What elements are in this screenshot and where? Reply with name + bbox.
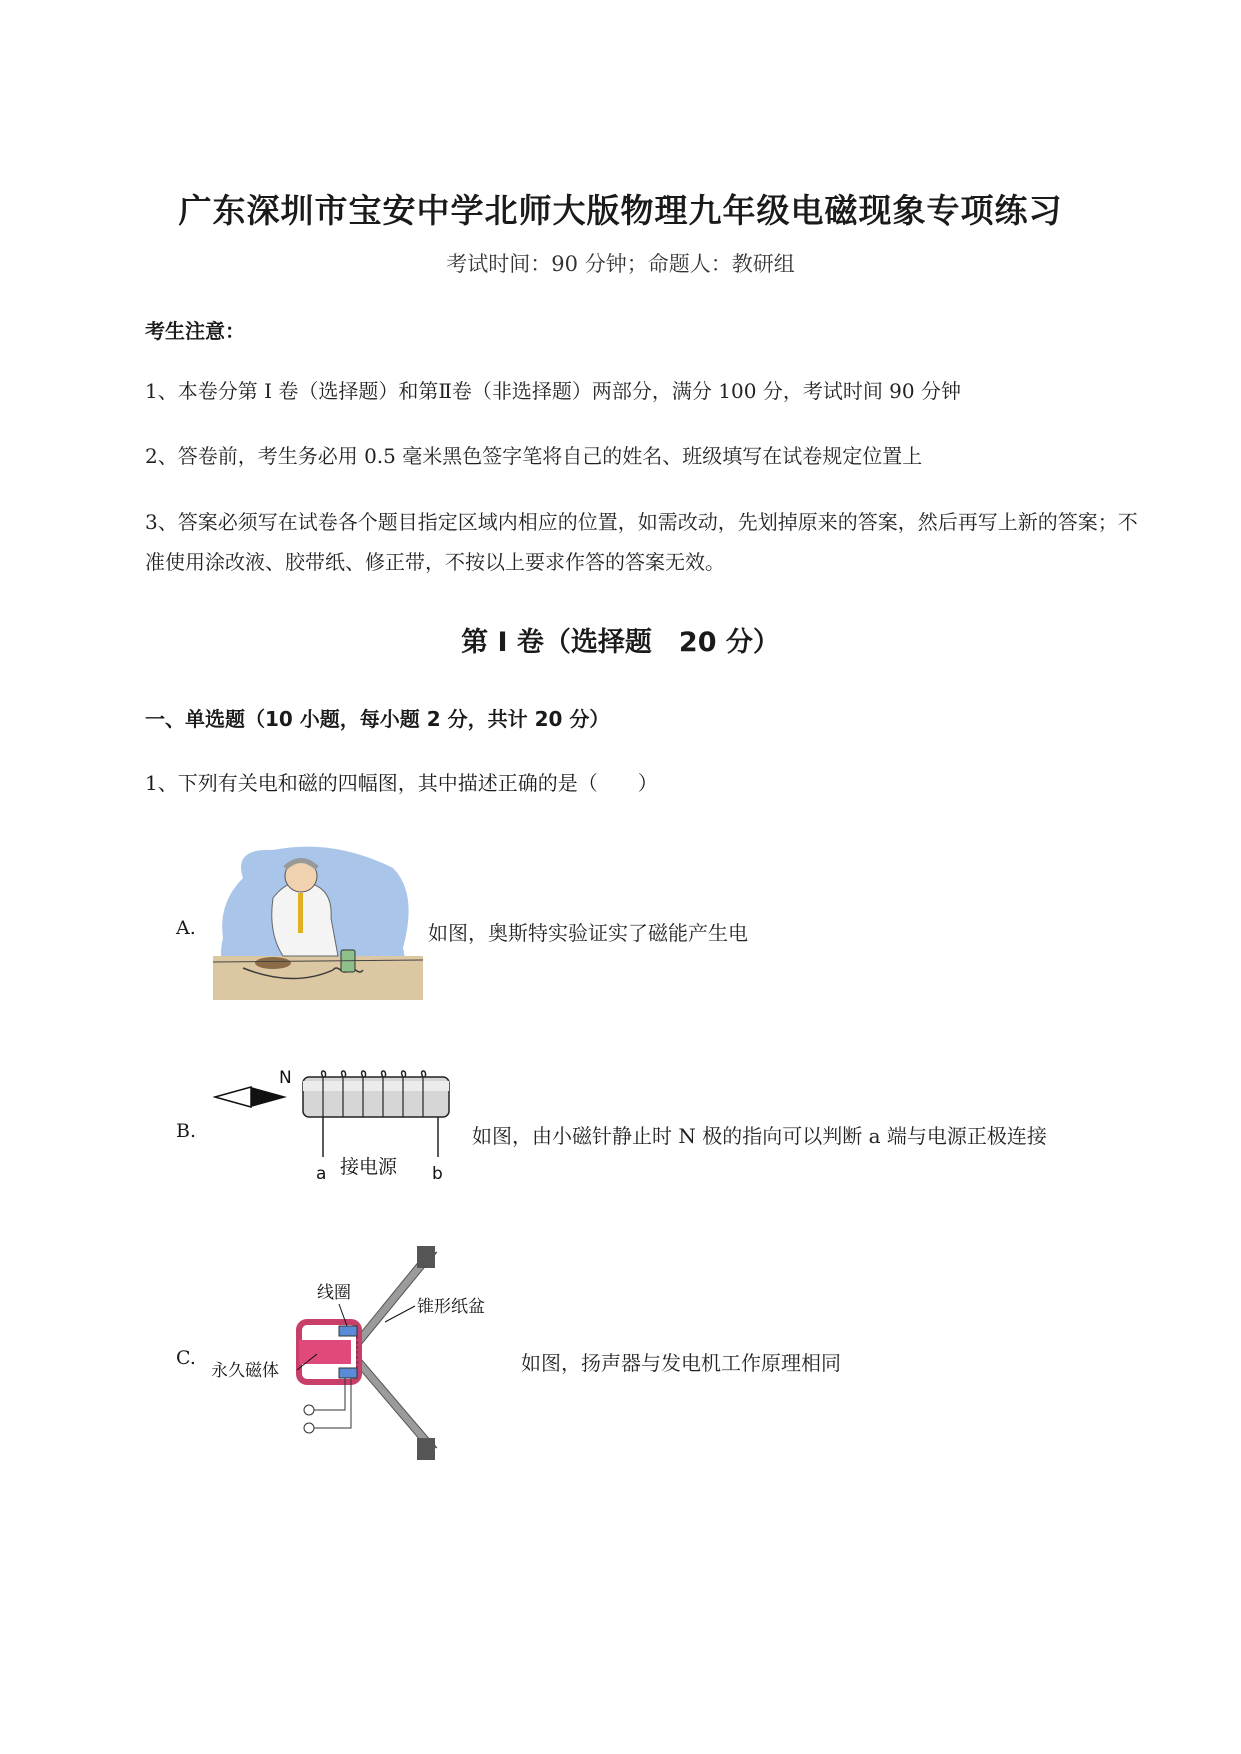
option-c-letter: C.	[176, 1347, 196, 1369]
notice-item-2: 2、答卷前，考生务必用 0.5 毫米黑色签字笔将自己的姓名、班级填写在试卷规定位置上	[145, 444, 923, 468]
part-heading: 一、单选题（10 小题，每小题 2 分，共计 20 分）	[145, 707, 610, 731]
coil-label: 线圈	[317, 1283, 351, 1303]
oersted-experiment-illustration	[213, 838, 423, 1000]
notice-item-3: 3、答案必须写在试卷各个题目指定区域内相应的位置，如需改动，先划掉原来的答案，然后再写上新的答案；不准使用涂改液、胶带纸、修正带，不按以上要求作答的答案无效。	[145, 510, 1138, 574]
notice-heading: 考生注意：	[145, 319, 245, 343]
option-b-letter: B.	[176, 1120, 197, 1142]
exam-info: 考试时间：90 分钟；命题人：教研组	[446, 252, 795, 276]
power-source-label: 接电源	[340, 1156, 398, 1178]
notice-item-1: 1、本卷分第 I 卷（选择题）和第Ⅱ卷（非选择题）两部分，满分 100 分，考试时间 90 分钟	[145, 379, 961, 403]
page-title: 广东深圳市宝安中学北师大版物理九年级电磁现象专项练习	[178, 191, 1063, 230]
solenoid-compass-diagram	[213, 1065, 468, 1195]
option-c-text: 如图，扬声器与发电机工作原理相同	[521, 1351, 841, 1375]
loudspeaker-diagram	[205, 1242, 505, 1464]
terminal-a-label: a	[316, 1164, 327, 1184]
question-1-stem: 1、下列有关电和磁的四幅图，其中描述正确的是（ ）	[145, 771, 658, 795]
option-b-text: 如图，由小磁针静止时 N 极的指向可以判断 a 端与电源正极连接	[472, 1124, 1047, 1148]
option-a-text: 如图，奥斯特实验证实了磁能产生电	[428, 921, 748, 945]
option-a-letter: A.	[176, 917, 196, 939]
section-title: 第 I 卷（选择题 20 分）	[461, 627, 780, 658]
terminal-b-label: b	[432, 1164, 443, 1184]
magnet-label: 永久磁体	[211, 1361, 279, 1381]
cone-label: 锥形纸盆	[417, 1297, 485, 1317]
north-pole-label: N	[279, 1068, 292, 1088]
